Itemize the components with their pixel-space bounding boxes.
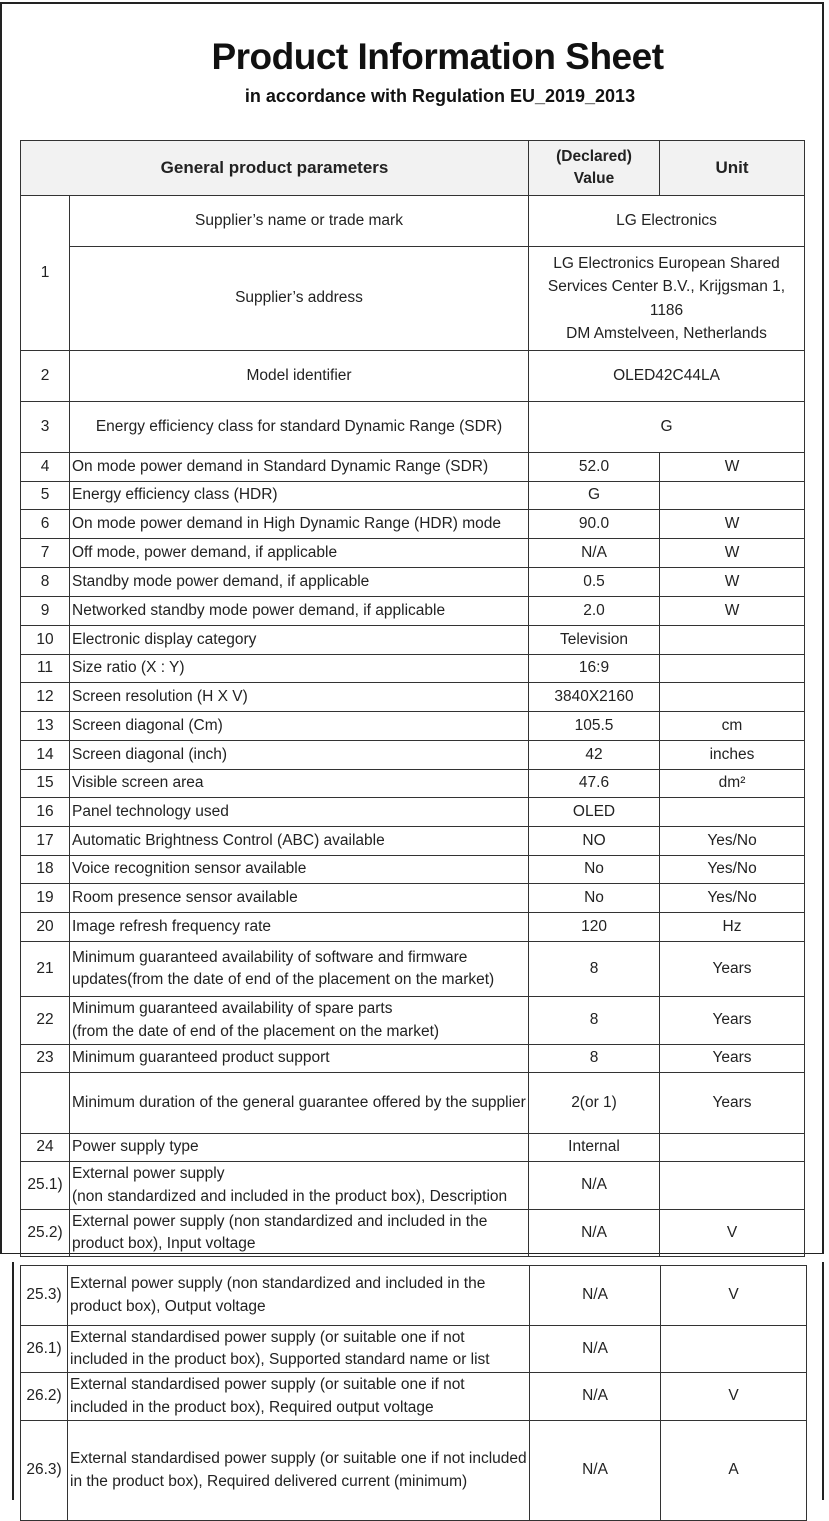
row-unit: W xyxy=(660,510,805,539)
table-row xyxy=(21,1073,805,1134)
row-unit: Hz xyxy=(660,913,805,942)
row-unit: inches xyxy=(660,741,805,770)
row-description xyxy=(70,1162,529,1210)
row-number: 18 xyxy=(21,856,70,884)
row-description xyxy=(68,1326,530,1373)
row-number: 2 xyxy=(21,351,70,402)
table-row xyxy=(21,1210,805,1257)
row-number: 11 xyxy=(21,655,70,683)
row-value: 52.0 xyxy=(529,453,660,482)
row-unit: Years xyxy=(660,1073,805,1134)
row-unit: cm xyxy=(660,712,805,741)
row-unit: Yes/No xyxy=(660,827,805,856)
row-unit xyxy=(660,482,805,510)
header-general-parameters: General product parameters xyxy=(21,141,529,196)
row-number: 4 xyxy=(21,453,70,482)
row-description xyxy=(70,997,529,1045)
page-subtitle: in accordance with Regulation EU_2019_2013 xyxy=(244,86,636,106)
row-number: 23 xyxy=(21,1045,70,1073)
header-value-line1: (Declared) xyxy=(556,147,632,165)
row-unit: V xyxy=(661,1266,807,1326)
row-unit: W xyxy=(660,568,805,597)
address-line: Services Center B.V., Krijgsman 1, 1186 xyxy=(547,278,786,319)
row-description: Screen resolution (H X V) xyxy=(70,683,529,712)
row-description: Energy efficiency class (HDR) xyxy=(70,482,529,510)
row-number: 17 xyxy=(21,827,70,856)
row-unit: Years xyxy=(660,942,805,997)
description-line: Minimum guaranteed availability of spare parts xyxy=(72,1000,393,1018)
frame-right xyxy=(822,2,824,1254)
row-description: Panel technology used xyxy=(70,798,529,827)
row-description: Voice recognition sensor available xyxy=(70,856,529,884)
row-value: NO xyxy=(529,827,660,856)
row-value: 0.5 xyxy=(529,568,660,597)
row-unit xyxy=(660,655,805,683)
row-value: 42 xyxy=(529,741,660,770)
description-line: External power supply (non standardized and included in the xyxy=(70,1275,486,1293)
row-value: N/A xyxy=(530,1266,661,1326)
row-value: 8 xyxy=(529,997,660,1045)
row-number: 25.3) xyxy=(21,1266,68,1326)
row-number: 25.2) xyxy=(21,1210,70,1257)
row-unit xyxy=(661,1326,807,1373)
row-value: LG Electronics xyxy=(529,196,805,247)
table-row xyxy=(21,884,805,913)
row-number: 15 xyxy=(21,770,70,798)
supplier-address-value xyxy=(529,247,805,351)
row-value: No xyxy=(529,856,660,884)
table-row xyxy=(21,1266,807,1326)
table-row xyxy=(21,453,805,482)
table-row xyxy=(21,913,805,942)
row-value: 16:9 xyxy=(529,655,660,683)
address-line: LG Electronics European Shared xyxy=(553,255,780,272)
row-unit: V xyxy=(660,1210,805,1257)
row-description: Supplier’s name or trade mark xyxy=(70,196,529,247)
row-description: Screen diagonal (inch) xyxy=(70,741,529,770)
row-description: On mode power demand in High Dynamic Range (HDR) mode xyxy=(70,510,529,539)
row-unit xyxy=(660,1134,805,1162)
row-value: 3840X2160 xyxy=(529,683,660,712)
row-unit: V xyxy=(661,1373,807,1421)
description-line: (non standardized and included in the product box), Description xyxy=(72,1187,508,1205)
table-row xyxy=(21,942,805,997)
row-value: N/A xyxy=(530,1373,661,1421)
row-value: N/A xyxy=(530,1421,661,1521)
table-row xyxy=(21,1421,807,1521)
table-row xyxy=(21,597,805,626)
table-row xyxy=(21,827,805,856)
row-number: 19 xyxy=(21,884,70,913)
row-description xyxy=(68,1421,530,1521)
row-number: 20 xyxy=(21,913,70,942)
description-line: in the product box), Required delivered current (minimum) xyxy=(70,1472,468,1490)
description-line: product box), Input voltage xyxy=(72,1235,256,1252)
row-value: G xyxy=(529,482,660,510)
table-row xyxy=(21,482,805,510)
row-number: 13 xyxy=(21,712,70,741)
frame2-left xyxy=(12,1262,14,1500)
row-description xyxy=(70,942,529,997)
row-unit: Years xyxy=(660,1045,805,1073)
row-value: 8 xyxy=(529,942,660,997)
row-number: 5 xyxy=(21,482,70,510)
row-description: Off mode, power demand, if applicable xyxy=(70,539,529,568)
row-description: Model identifier xyxy=(70,351,529,402)
table-row xyxy=(21,1373,807,1421)
table-row xyxy=(21,568,805,597)
table-row xyxy=(21,1134,805,1162)
row-number: 26.3) xyxy=(21,1421,68,1521)
row-unit: Yes/No xyxy=(660,856,805,884)
frame2-right xyxy=(822,1262,824,1500)
description-line: External power supply xyxy=(72,1165,225,1183)
row-value: 120 xyxy=(529,913,660,942)
row-description: Electronic display category xyxy=(70,626,529,655)
row-description: Supplier’s address xyxy=(70,247,529,351)
row-number: 3 xyxy=(21,402,70,453)
row-description: Standby mode power demand, if applicable xyxy=(70,568,529,597)
row-number: 21 xyxy=(21,942,70,997)
row-value: Television xyxy=(529,626,660,655)
description-line: included in the product box), Required output voltage xyxy=(70,1398,434,1416)
row-value: Internal xyxy=(529,1134,660,1162)
row-description: Screen diagonal (Cm) xyxy=(70,712,529,741)
row-unit xyxy=(660,1162,805,1210)
row-number: 10 xyxy=(21,626,70,655)
description-line: External standardised power supply (or suitable one if not xyxy=(70,1328,465,1346)
row-value: 90.0 xyxy=(529,510,660,539)
row-unit: Yes/No xyxy=(660,884,805,913)
row-unit xyxy=(660,626,805,655)
description-line: (from the date of end of the placement on the market) xyxy=(72,1022,440,1040)
row-description: Minimum guaranteed product support xyxy=(70,1045,529,1073)
table-row xyxy=(21,1045,805,1073)
table-header-row xyxy=(21,141,805,196)
row-description: Networked standby mode power demand, if applicable xyxy=(70,597,529,626)
table-row xyxy=(21,712,805,741)
row-unit: Years xyxy=(660,997,805,1045)
row-description xyxy=(68,1373,530,1421)
row-description: Power supply type xyxy=(70,1134,529,1162)
header-value-line2: Value xyxy=(573,170,615,187)
row-description xyxy=(68,1266,530,1326)
row-description xyxy=(70,1210,529,1257)
table-row xyxy=(21,247,805,351)
table-row xyxy=(21,856,805,884)
row-value: G xyxy=(529,402,805,453)
row-value: 2.0 xyxy=(529,597,660,626)
row-number: 24 xyxy=(21,1134,70,1162)
description-line: External standardised power supply (or suitable one if not xyxy=(70,1376,465,1394)
table-row xyxy=(21,510,805,539)
row-description: Automatic Brightness Control (ABC) available xyxy=(70,827,529,856)
row-number: 14 xyxy=(21,741,70,770)
row-number: 9 xyxy=(21,597,70,626)
row-value: 8 xyxy=(529,1045,660,1073)
description-line: External power supply (non standardized and included in the xyxy=(72,1212,488,1230)
table-row xyxy=(21,741,805,770)
description-line: updates(from the date of end of the placement on the market) xyxy=(72,971,495,988)
row-value: 2(or 1) xyxy=(529,1073,660,1134)
row-unit xyxy=(660,683,805,712)
row-description: On mode power demand in Standard Dynamic Range (SDR) xyxy=(70,453,529,482)
row-value: 47.6 xyxy=(529,770,660,798)
row-unit: W xyxy=(660,539,805,568)
table-row xyxy=(21,683,805,712)
row-unit: W xyxy=(660,597,805,626)
row-description: Visible screen area xyxy=(70,770,529,798)
row-value: N/A xyxy=(529,1162,660,1210)
table-row xyxy=(21,655,805,683)
power-supply-table xyxy=(20,1265,807,1521)
row-description: Room presence sensor available xyxy=(70,884,529,913)
row-number: 26.1) xyxy=(21,1326,68,1373)
table-row xyxy=(21,626,805,655)
row-value: N/A xyxy=(530,1326,661,1373)
row-number: 8 xyxy=(21,568,70,597)
table-row xyxy=(21,402,805,453)
address-line: DM Amstelveen, Netherlands xyxy=(566,324,767,342)
row-unit: dm² xyxy=(660,770,805,798)
table-row xyxy=(21,770,805,798)
row-unit xyxy=(660,798,805,827)
row-description: Minimum duration of the general guarantee offered by the supplier xyxy=(70,1073,529,1134)
row-description: Image refresh frequency rate xyxy=(70,913,529,942)
row-number: 1 xyxy=(21,196,70,351)
product-parameters-table xyxy=(20,140,805,1257)
row-number xyxy=(21,1073,70,1134)
table-row xyxy=(21,1326,807,1373)
header-declared-value xyxy=(529,141,660,196)
row-number: 22 xyxy=(21,997,70,1045)
row-number: 25.1) xyxy=(21,1162,70,1210)
row-description: Energy efficiency class for standard Dynamic Range (SDR) xyxy=(70,402,529,453)
table-row xyxy=(21,1162,805,1210)
row-value: 105.5 xyxy=(529,712,660,741)
row-number: 16 xyxy=(21,798,70,827)
row-unit: W xyxy=(660,453,805,482)
description-line: included in the product box), Supported standard name or list xyxy=(70,1351,490,1368)
row-value: N/A xyxy=(529,539,660,568)
description-line: Minimum guaranteed availability of software and firmware xyxy=(72,948,468,966)
row-unit: A xyxy=(661,1421,807,1521)
description-line: External standardised power supply (or suitable one if not included xyxy=(70,1450,527,1468)
header-unit: Unit xyxy=(660,141,805,196)
table-row xyxy=(21,196,805,247)
table-row xyxy=(21,539,805,568)
row-description: Size ratio (X : Y) xyxy=(70,655,529,683)
frame-top xyxy=(0,2,823,4)
page-title: Product Information Sheet xyxy=(211,36,664,77)
row-number: 7 xyxy=(21,539,70,568)
row-value: N/A xyxy=(529,1210,660,1257)
row-number: 12 xyxy=(21,683,70,712)
description-line: product box), Output voltage xyxy=(70,1297,266,1315)
table-row xyxy=(21,997,805,1045)
row-number: 26.2) xyxy=(21,1373,68,1421)
table-row xyxy=(21,798,805,827)
table-row xyxy=(21,351,805,402)
frame-left xyxy=(0,2,2,1254)
row-value: OLED xyxy=(529,798,660,827)
row-number: 6 xyxy=(21,510,70,539)
row-value: No xyxy=(529,884,660,913)
row-value: OLED42C44LA xyxy=(529,351,805,402)
